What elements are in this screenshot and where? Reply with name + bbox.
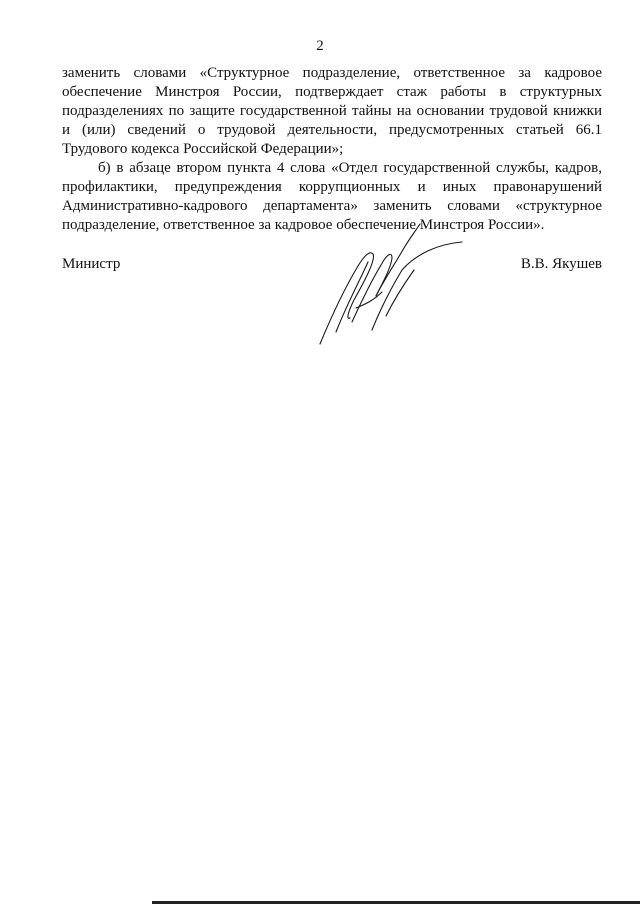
- page-number: 2: [316, 38, 324, 54]
- handwritten-signature: [312, 220, 472, 348]
- document-body: [62, 64, 602, 235]
- paragraph-continuation: заменить словами «Структурное подразделение, ответственное за кадровое обеспечение Минстроя России, подтверждает стаж работы в структурных подразделениях по защите государственной тайны на основании трудовой книжки и (или) сведений о трудовой деятельности, предусмотренных статьей 66.1 Трудового кодекса Российской Федерации»;: [62, 65, 602, 157]
- signer-position: Министр: [62, 256, 121, 272]
- paragraph-item-b: б) в абзаце втором пункта 4 слова «Отдел государственной службы, кадров, профилактики, предупреждения коррупционных и иных правонарушений Административно-кадрового департамента» заменить словами «структурное подразделение, ответственное за кадровое обеспечение Минстроя России».: [62, 160, 602, 233]
- signer-name: В.В. Якушев: [520, 256, 602, 272]
- scan-edge-line: [152, 901, 640, 904]
